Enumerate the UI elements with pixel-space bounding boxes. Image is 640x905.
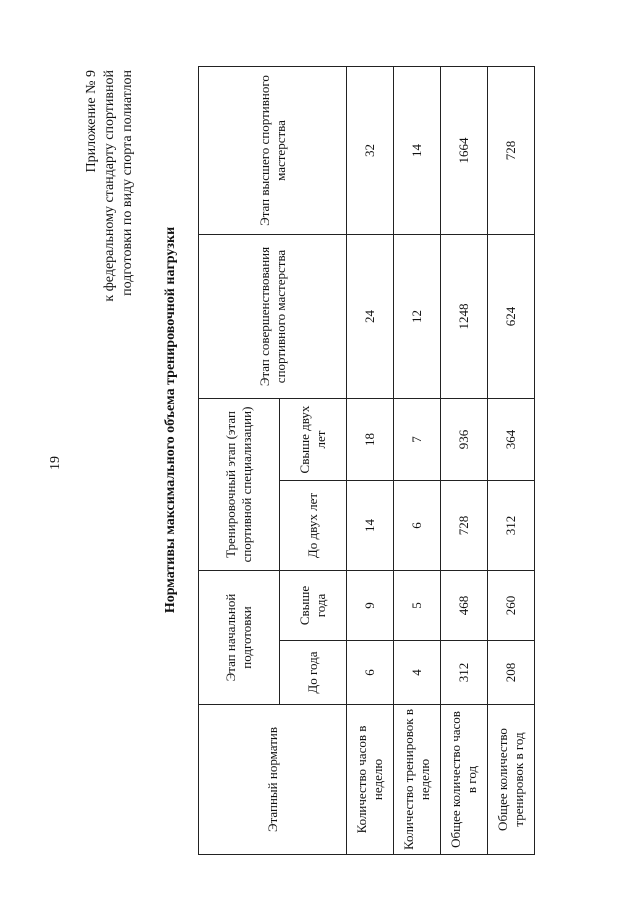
table-cell: 728 — [441, 481, 488, 571]
table-cell: 208 — [488, 641, 535, 705]
appendix-line: подготовки по виду спорта полиатлон — [120, 70, 135, 296]
table-cell: 936 — [441, 399, 488, 481]
subheader-cell: До двух лет — [280, 481, 347, 571]
row-label: Общее количество часов в год — [441, 705, 488, 855]
table-cell: 312 — [488, 481, 535, 571]
table-cell: 1664 — [441, 67, 488, 235]
table-row — [488, 67, 535, 855]
row-label: Общее количество тренировок в год — [488, 705, 535, 855]
document-title: Нормативы максимального объема тренировочной нагрузки — [163, 226, 178, 614]
subheader-cell: До года — [280, 641, 347, 705]
table-cell: 312 — [441, 641, 488, 705]
norms-table — [198, 66, 535, 855]
table-cell: 624 — [488, 235, 535, 399]
table-cell: 364 — [488, 399, 535, 481]
table-cell: 1248 — [441, 235, 488, 399]
table-cell: 6 — [394, 481, 441, 571]
header-stage-initial: Этап начальной подготовки — [199, 571, 280, 705]
table-cell: 24 — [347, 235, 394, 399]
table-cell: 728 — [488, 67, 535, 235]
table-cell: 4 — [394, 641, 441, 705]
table-header-row — [199, 67, 280, 855]
appendix-line: к федеральному стандарту спортивной — [102, 70, 117, 302]
table-cell: 468 — [441, 571, 488, 641]
subheader-cell: Свыше двух лет — [280, 399, 347, 481]
header-stage-improvement: Этап совершенствования спортивного мастерства — [199, 235, 347, 399]
header-norm: Этапный норматив — [199, 705, 347, 855]
table-row — [394, 67, 441, 855]
header-stage-training: Тренировочный этап (этап спортивной специализации) — [199, 399, 280, 571]
table-cell: 32 — [347, 67, 394, 235]
page-number: 19 — [48, 456, 63, 470]
table-cell: 9 — [347, 571, 394, 641]
table-cell: 7 — [394, 399, 441, 481]
table-cell: 12 — [394, 235, 441, 399]
table-row — [347, 67, 394, 855]
table-cell: 260 — [488, 571, 535, 641]
header-stage-higher: Этап высшего спортивного мастерства — [199, 67, 347, 235]
appendix-line: Приложение № 9 — [84, 70, 99, 173]
table-cell: 6 — [347, 641, 394, 705]
table-cell: 14 — [347, 481, 394, 571]
subheader-cell: Свыше года — [280, 571, 347, 641]
table-row — [441, 67, 488, 855]
appendix-heading — [83, 70, 137, 310]
row-label: Количество тренировок в неделю — [394, 705, 441, 855]
table-cell: 18 — [347, 399, 394, 481]
row-label: Количество часов в неделю — [347, 705, 394, 855]
table-cell: 5 — [394, 571, 441, 641]
table-cell: 14 — [394, 67, 441, 235]
